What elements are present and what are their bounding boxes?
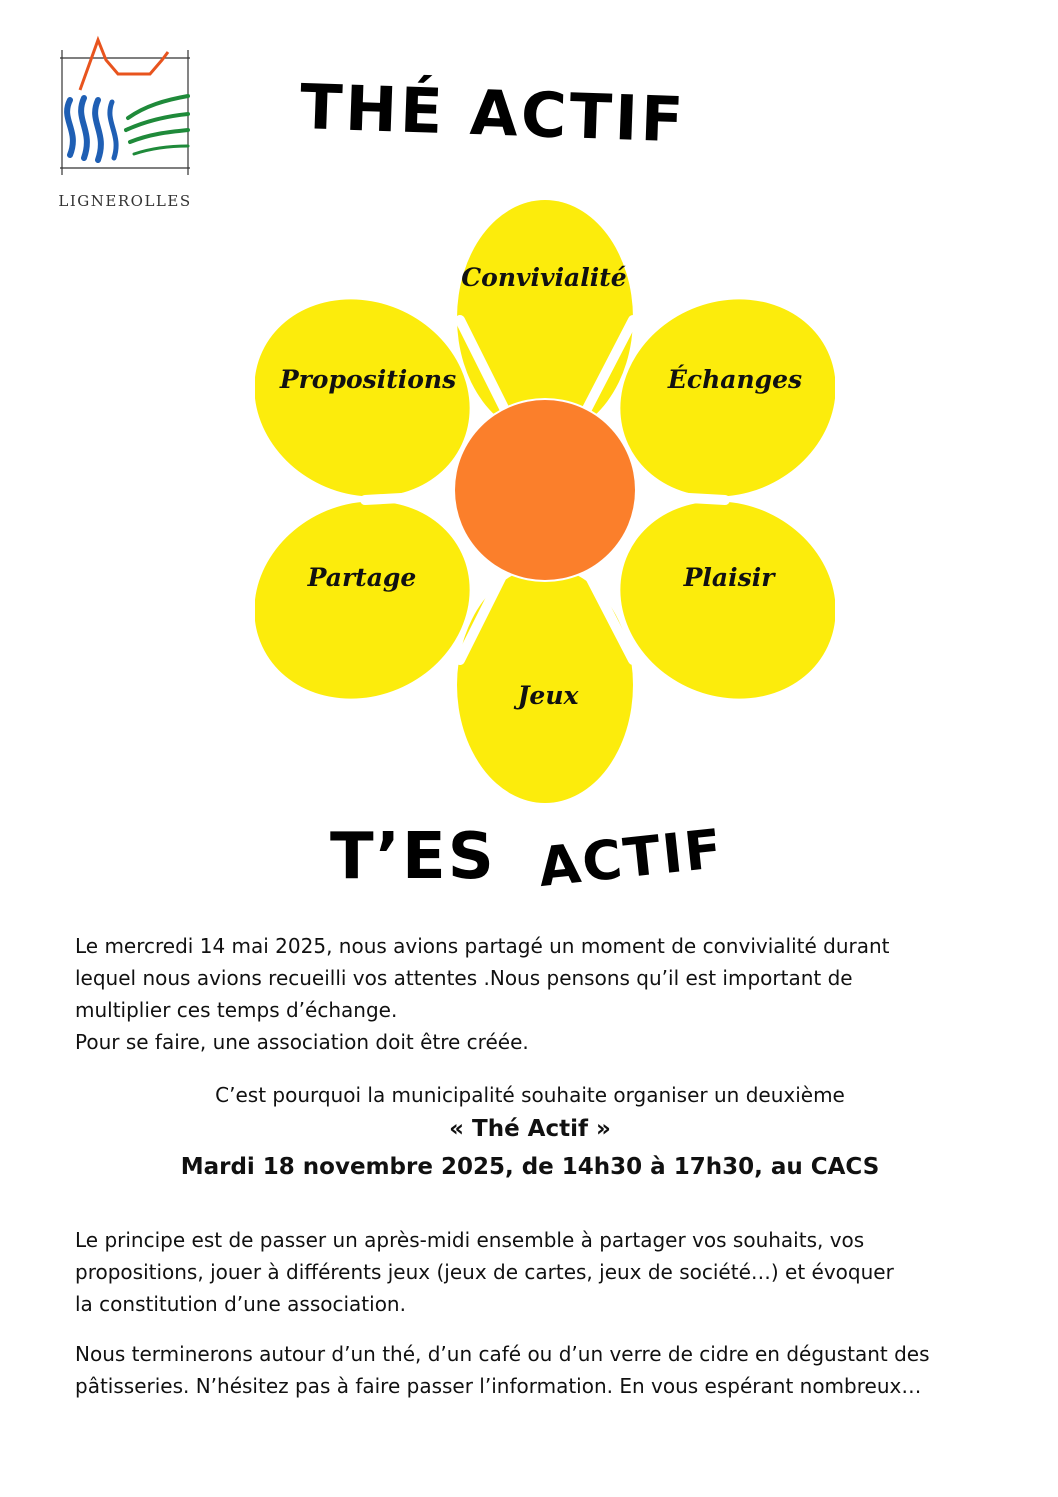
title-tes: T’ES bbox=[330, 820, 496, 894]
principle-paragraph bbox=[75, 1224, 985, 1320]
announcement-intro: C’est pourquoi la municipalité souhaite organiser un deuxième bbox=[215, 1083, 845, 1107]
petal-label-echanges: Échanges bbox=[667, 365, 803, 394]
principle-line: Le principe est de passer un après-midi ensemble à partager vos souhaits, vos bbox=[75, 1228, 865, 1252]
event-name: « Thé Actif » bbox=[449, 1116, 611, 1142]
lignerolles-logo bbox=[40, 30, 210, 220]
petal-label-partage: Partage bbox=[307, 563, 417, 592]
flower-diagram bbox=[255, 190, 835, 810]
title-actif: ACTIF bbox=[535, 816, 727, 899]
petal-label-propositions: Propositions bbox=[279, 365, 457, 394]
closing-line: Nous terminerons autour d’un thé, d’un café ou d’un verre de cidre en dégustant des bbox=[75, 1342, 930, 1366]
petal-label-jeux: Jeux bbox=[517, 681, 579, 710]
intro-paragraph bbox=[75, 930, 985, 1058]
title-the-actif: THÉ ACTIF bbox=[298, 70, 688, 157]
intro-line: lequel nous avions recueilli vos attentes .Nous pensons qu’il est important de bbox=[75, 966, 853, 990]
petal-label-plaisir: Plaisir bbox=[683, 563, 775, 592]
principle-line: propositions, jouer à différents jeux (jeux de cartes, jeux de société…) et évoquer bbox=[75, 1260, 894, 1284]
intro-line: multiplier ces temps d’échange. bbox=[75, 998, 398, 1022]
principle-line: la constitution d’une association. bbox=[75, 1292, 406, 1316]
logo-text: LIGNEROLLES bbox=[58, 192, 192, 210]
closing-paragraph bbox=[75, 1338, 985, 1402]
intro-line: Le mercredi 14 mai 2025, nous avions partagé un moment de convivialité durant bbox=[75, 934, 890, 958]
petal-label-convivialite: Convivialité bbox=[461, 263, 627, 292]
flower-center-core bbox=[455, 400, 635, 580]
event-details: Mardi 18 novembre 2025, de 14h30 à 17h30, au CACS bbox=[180, 1154, 880, 1180]
logo-emblem bbox=[40, 30, 210, 190]
title-tes-actif bbox=[330, 816, 790, 920]
intro-line: Pour se faire, une association doit être créée. bbox=[75, 1030, 529, 1054]
closing-line: pâtisseries. N’hésitez pas à faire passer l’information. En vous espérant nombreux… bbox=[75, 1374, 922, 1398]
